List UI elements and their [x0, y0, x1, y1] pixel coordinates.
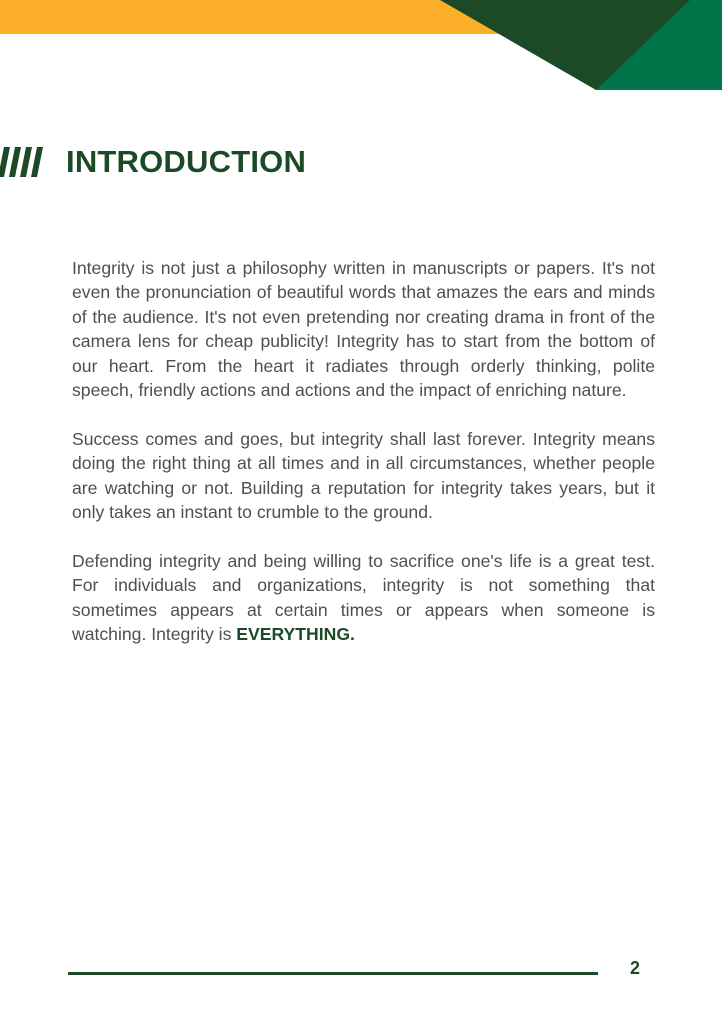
section-heading-row [0, 140, 306, 184]
top-band-graphic [0, 0, 722, 90]
body-text [72, 256, 655, 671]
paragraph-3 [72, 549, 655, 647]
top-decorative-band [0, 0, 722, 90]
paragraph-2: Success comes and goes, but integrity shall last forever. Integrity means doing the right thing at all times and in all circumstances, whether people are watching or not. Building a reputation for integrity takes years, but it only takes an instant to crumble to the ground. [72, 428, 655, 523]
page-number: 2 [629, 958, 640, 978]
footer-divider [68, 972, 598, 975]
yellow-band [0, 0, 520, 34]
page-title: INTRODUCTION [66, 144, 307, 179]
slash-stripes-icon [0, 147, 48, 177]
paragraph-1: Integrity is not just a philosophy written in manuscripts or papers. It's not even the pronunciation of beautiful words that amazes the ears and minds of the audience. It's not even pretending nor creating drama in front of the camera lens for cheap publicity! Integrity has to start from the bottom of our heart. From the heart it radiates through orderly thinking, polite speech, friendly actions and actions and the impact of enriching nature. [72, 258, 655, 401]
paragraph-3-text: Defending integrity and being willing to sacrifice one's life is a great test. For individuals and organizations, integrity is not something that sometimes appears at certain times or appears when someone is watching. Integrity is [72, 550, 655, 645]
paragraph-3-emphasis: EVERYTHING. [236, 624, 355, 645]
